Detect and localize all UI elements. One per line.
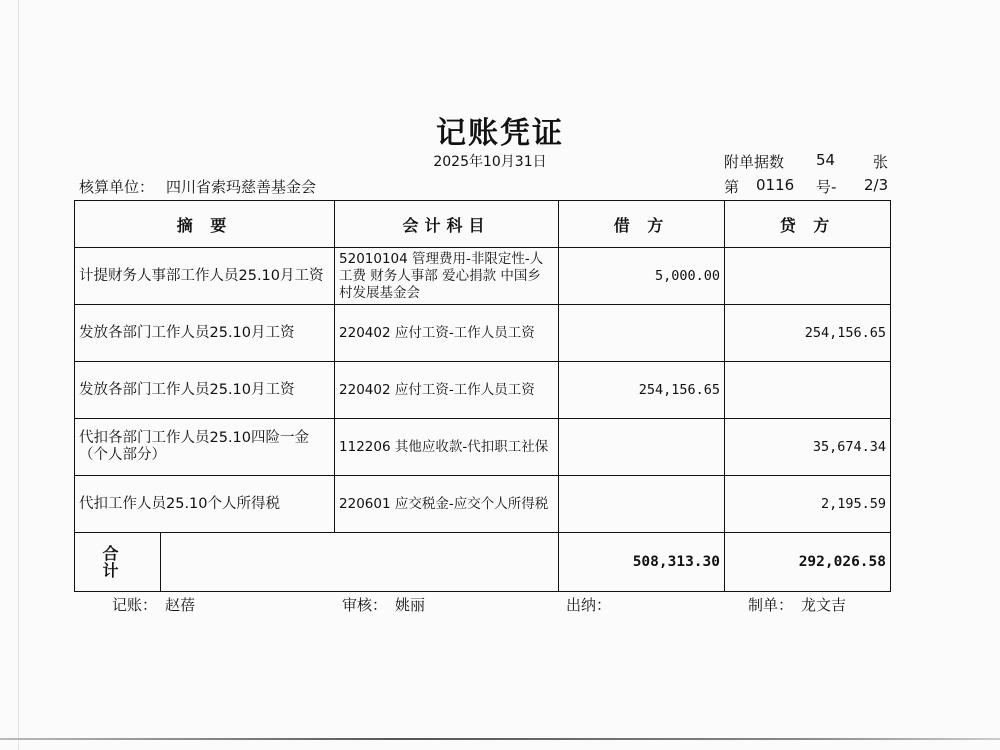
- row-debit: [559, 419, 725, 476]
- row-account: 220402 应付工资-工作人员工资: [335, 305, 559, 362]
- unit-value: 四川省索玛慈善基金会: [166, 178, 317, 196]
- preparer-label: 制单：: [748, 596, 794, 614]
- attachment-unit: 张: [873, 153, 889, 171]
- row-account: 220402 应付工资-工作人员工资: [335, 362, 559, 419]
- total-credit: 292,026.58: [725, 533, 891, 592]
- voucher-table: [74, 200, 891, 592]
- total-label: 合 计: [75, 533, 161, 592]
- attachment-info: [724, 151, 889, 172]
- total-blank: [161, 533, 559, 592]
- signature-line: [0, 594, 1000, 616]
- bookkeeper-name: 赵蓓: [165, 596, 196, 614]
- header-account: 会计科目: [335, 201, 559, 248]
- table-row: [75, 305, 891, 362]
- preparer-name: 龙文吉: [801, 596, 847, 614]
- table-header-row: [75, 201, 891, 248]
- header-credit: 贷 方: [725, 201, 891, 248]
- row-credit: 2,195.59: [725, 476, 891, 533]
- row-debit: 254,156.65: [559, 362, 725, 419]
- bookkeeper-label: 记账：: [112, 596, 158, 614]
- header-debit: 借 方: [559, 201, 725, 248]
- signature-auditor: [342, 594, 425, 615]
- row-account: 52010104 管理费用-非限定性-人工费 财务人事部 爱心捐款 中国乡村发展基金会: [335, 248, 559, 305]
- accounting-unit: [79, 176, 316, 197]
- row-summary: 发放各部门工作人员25.10月工资: [75, 362, 335, 419]
- signature-bookkeeper: [112, 594, 195, 615]
- row-summary: 代扣工作人员25.10个人所得税: [75, 476, 335, 533]
- row-account: 220601 应交税金-应交个人所得税: [335, 476, 559, 533]
- row-credit: 254,156.65: [725, 305, 891, 362]
- table-row: [75, 362, 891, 419]
- voucher-date: 2025年10月31日: [433, 154, 547, 170]
- table-row: [75, 248, 891, 305]
- unit-label: 核算单位：: [79, 178, 155, 196]
- row-debit: [559, 476, 725, 533]
- voucher-prefix: 第: [724, 178, 740, 196]
- signature-preparer: [748, 594, 846, 615]
- table-row: [75, 476, 891, 533]
- cashier-label: 出纳：: [566, 596, 612, 614]
- table-row: [75, 419, 891, 476]
- row-summary: 代扣各部门工作人员25.10四险一金（个人部分）: [75, 419, 335, 476]
- scan-bottom-line: [0, 738, 1000, 740]
- total-row: [75, 533, 891, 592]
- row-debit: 5,000.00: [559, 248, 725, 305]
- row-credit: 35,674.34: [725, 419, 891, 476]
- voucher-page-index: 2/3: [864, 176, 889, 194]
- row-summary: 发放各部门工作人员25.10月工资: [75, 305, 335, 362]
- attachment-label: 附单据数: [724, 153, 785, 171]
- attachment-count: 54: [816, 151, 836, 169]
- voucher-number-info: [724, 176, 894, 196]
- total-debit: 508,313.30: [559, 533, 725, 592]
- auditor-name: 姚丽: [395, 596, 426, 614]
- voucher-title: 记账凭证: [436, 116, 564, 151]
- row-summary: 计提财务人事部工作人员25.10月工资: [75, 248, 335, 305]
- row-credit: [725, 362, 891, 419]
- row-account: 112206 其他应收款-代扣职工社保: [335, 419, 559, 476]
- row-credit: [725, 248, 891, 305]
- voucher-number: 0116: [756, 176, 795, 194]
- row-debit: [559, 305, 725, 362]
- header-summary: 摘 要: [75, 201, 335, 248]
- signature-cashier: [566, 594, 619, 615]
- voucher-suffix: 号-: [816, 178, 837, 196]
- auditor-label: 审核：: [342, 596, 388, 614]
